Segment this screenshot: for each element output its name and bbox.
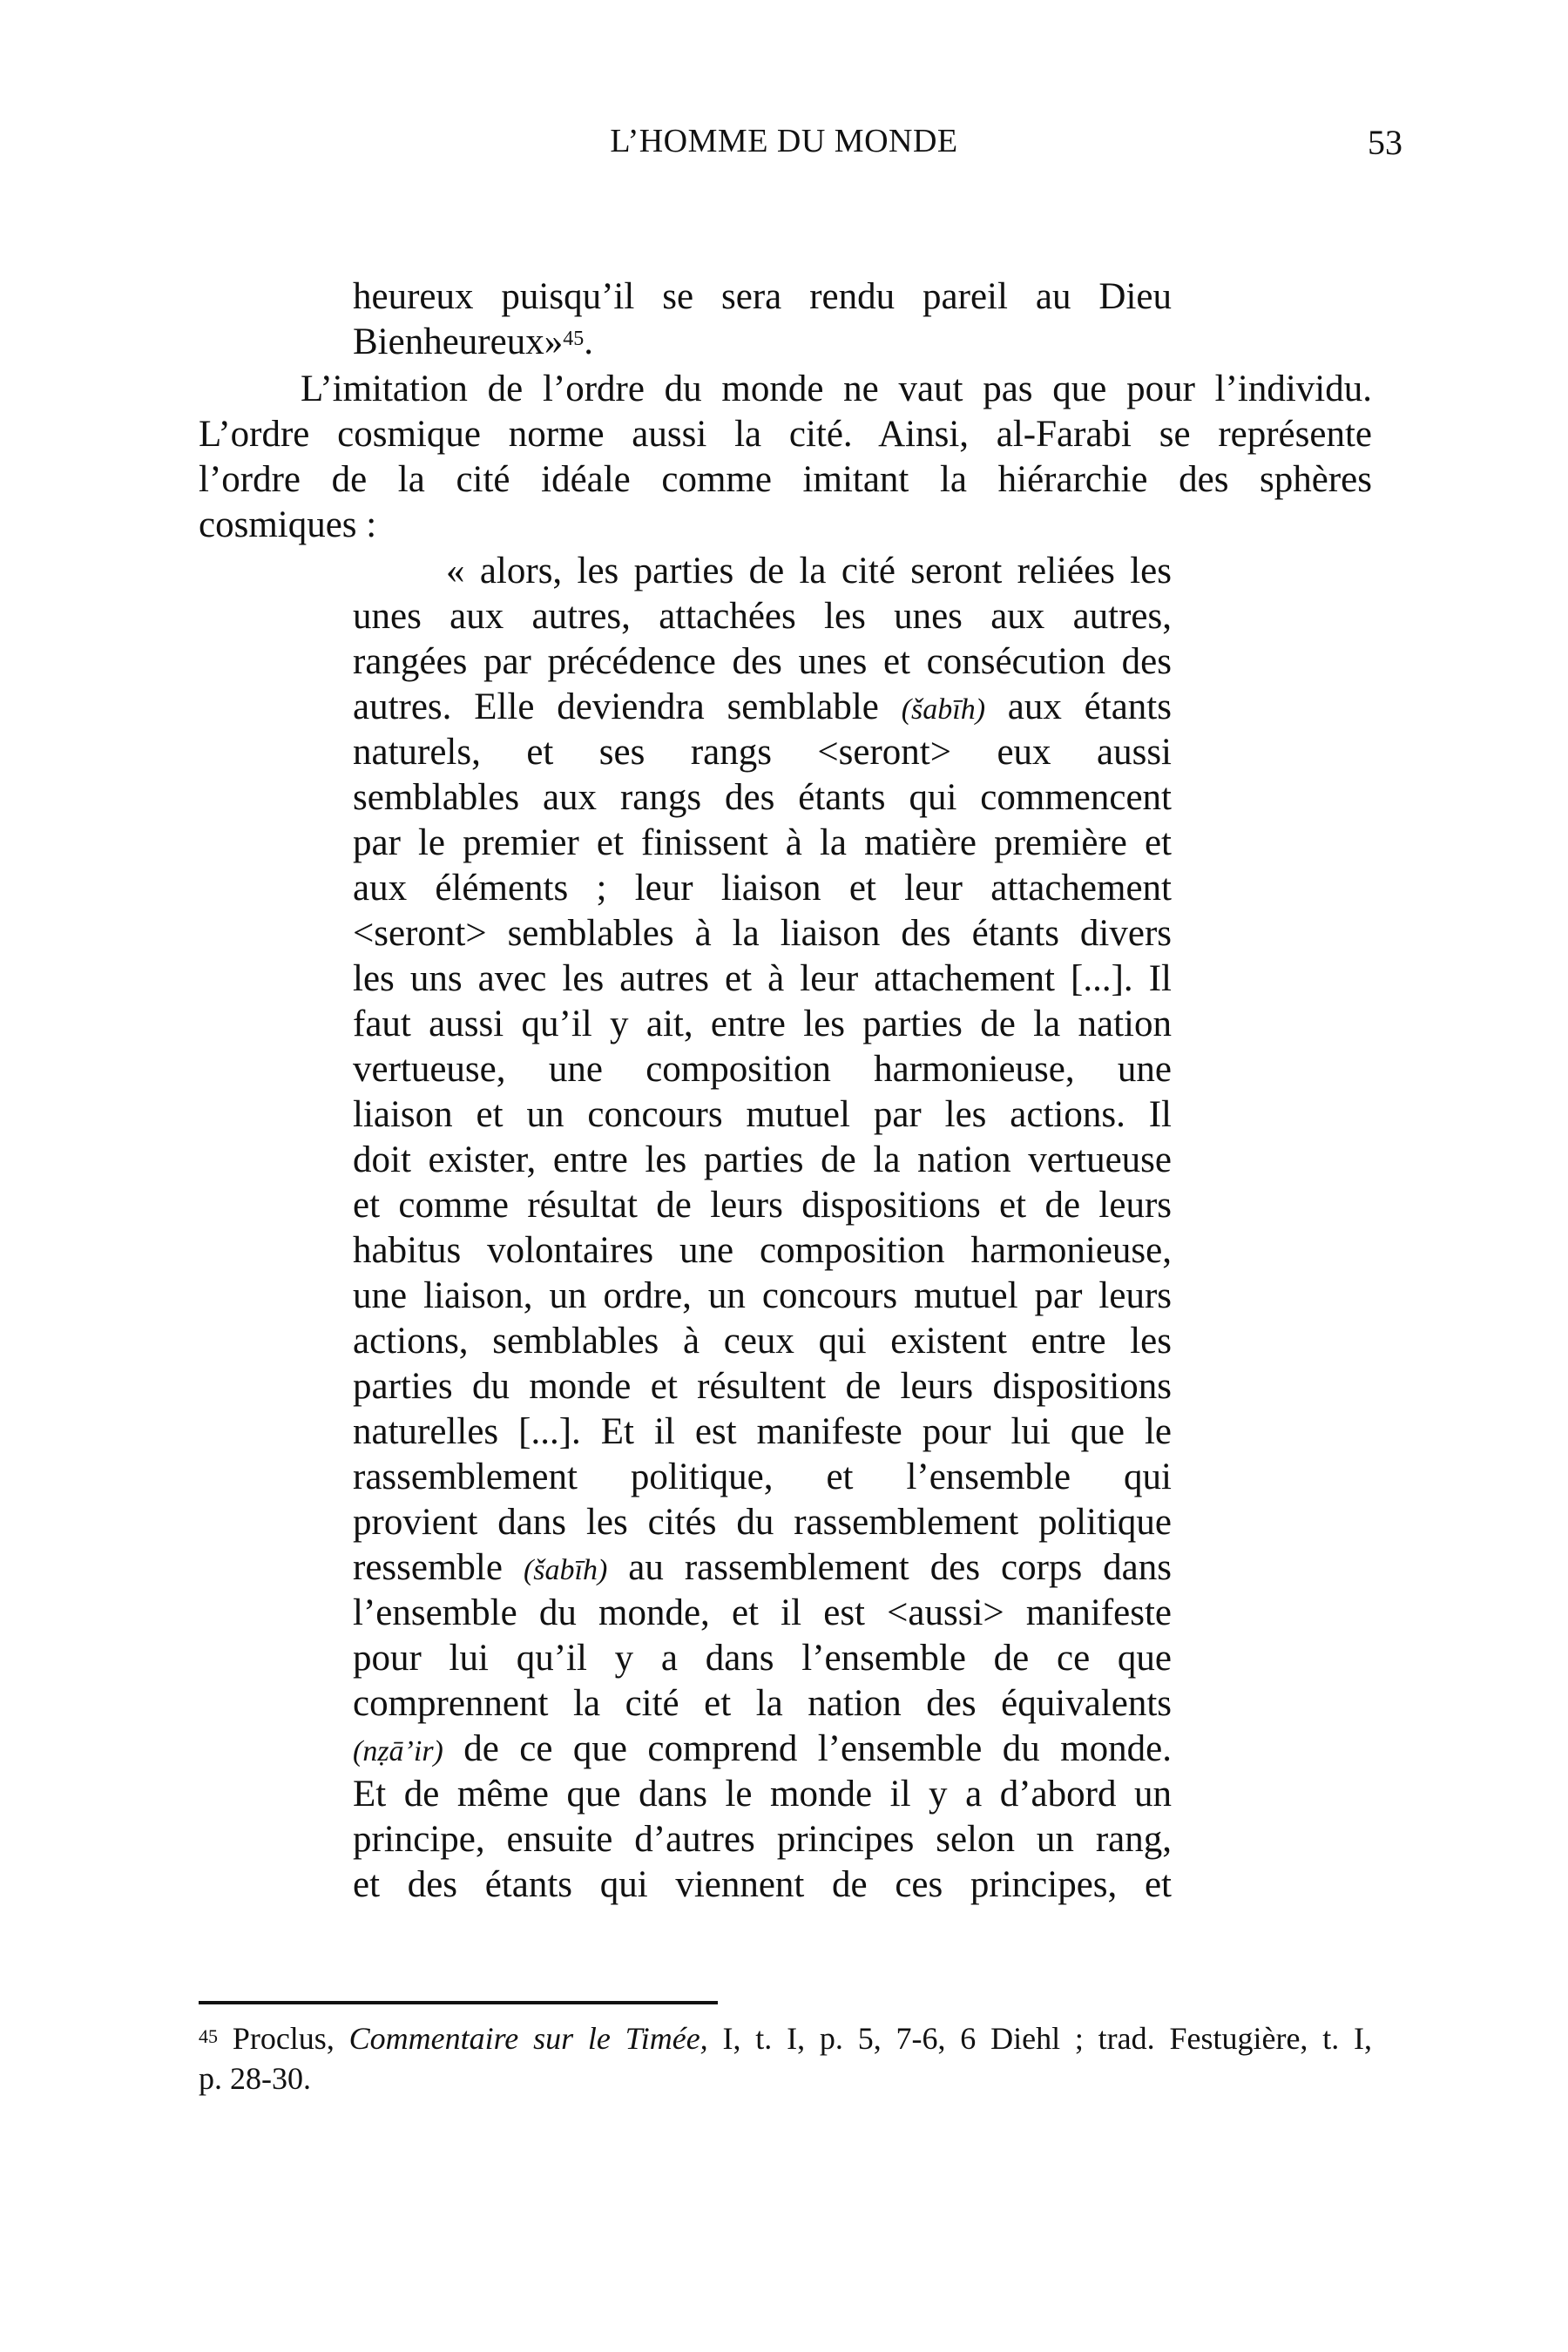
- footnote-number: 45: [199, 2025, 218, 2047]
- quote-line-18: actions, semblables à ceux qui existent entre les: [353, 1321, 1172, 1362]
- quote-line-14: doit exister, entre les parties de la nation vertueuse: [353, 1139, 1172, 1180]
- quote-line-28: Et de même que dans le monde il y a d’abord un: [353, 1774, 1172, 1815]
- footnote-line-1: [199, 2019, 1372, 2058]
- quote-line-10: les uns avec les autres et à leur attachement [...]. Il: [353, 958, 1172, 999]
- quote-continuation-line-2: [353, 320, 1172, 365]
- quote-line-12: vertueuse, une composition harmonieuse, une: [353, 1049, 1172, 1090]
- transliterated-term: (šabīh): [901, 693, 986, 726]
- quote-line-1: « alors, les parties de la cité seront reliées les: [446, 551, 1172, 591]
- quote-continuation-text: Bienheureux»: [353, 321, 564, 362]
- transliterated-term: (šabīh): [523, 1554, 608, 1586]
- quote-line-9: <seront> semblables à la liaison des étants divers: [353, 913, 1172, 954]
- quote-line-19: parties du monde et résultent de leurs dispositions: [353, 1366, 1172, 1407]
- quote-line-23-text-a: ressemble: [353, 1547, 524, 1588]
- footnote-reference: 45: [563, 328, 585, 350]
- quote-line-23: [353, 1545, 1172, 1593]
- quote-line-4: [353, 685, 1172, 733]
- quote-line-4-text-b: aux étants: [985, 686, 1172, 727]
- quote-line-13: liaison et un concours mutuel par les actions. Il: [353, 1094, 1172, 1135]
- transliterated-term: (nẓā’ir): [353, 1735, 443, 1767]
- running-header: L’HOMME DU MONDE: [610, 123, 958, 159]
- quote-line-30: et des étants qui viennent de ces principes, et: [353, 1864, 1172, 1905]
- quote-line-15: et comme résultat de leurs dispositions et de leurs: [353, 1185, 1172, 1226]
- body-line-3: l’ordre de la cité idéale comme imitant la hiérarchie des sphères: [199, 459, 1372, 500]
- quote-line-20: naturelles [...]. Et il est manifeste pour lui que le: [353, 1411, 1172, 1452]
- footnote-work-title: Commentaire sur le Timée,: [348, 2021, 708, 2056]
- quote-line-7: par le premier et finissent à la matière première et: [353, 822, 1172, 863]
- quote-continuation-period: .: [584, 321, 593, 362]
- quote-line-8: aux éléments ; leur liaison et leur attachement: [353, 868, 1172, 909]
- quote-line-25: pour lui qu’il y a dans l’ensemble de ce que: [353, 1638, 1172, 1679]
- footnote-reference-detail: I, t. I, p. 5, 7-6, 6 Diehl ; trad. Festugière, t. I,: [707, 2021, 1373, 2056]
- quote-line-6: semblables aux rangs des étants qui commencent: [353, 777, 1172, 818]
- quote-line-17: une liaison, un ordre, un concours mutuel par leurs: [353, 1275, 1172, 1316]
- quote-line-23-text-b: au rassemblement des corps dans: [607, 1547, 1173, 1588]
- page-number: 53: [1368, 123, 1402, 162]
- body-line-1: L’imitation de l’ordre du monde ne vaut pas que pour l’individu.: [301, 368, 1372, 409]
- quote-line-24: l’ensemble du monde, et il est <aussi> manifeste: [353, 1592, 1172, 1633]
- quote-line-26: comprennent la cité et la nation des équivalents: [353, 1683, 1172, 1724]
- quote-continuation-line-1: heureux puisqu’il se sera rendu pareil au Dieu: [353, 276, 1172, 317]
- quote-line-11: faut aussi qu’il y ait, entre les parties de la nation: [353, 1004, 1172, 1044]
- quote-line-5: naturels, et ses rangs <seront> eux aussi: [353, 732, 1172, 773]
- quote-line-27: [353, 1727, 1172, 1774]
- quote-line-27-text: de ce que comprend l’ensemble du monde.: [443, 1728, 1172, 1769]
- quote-line-3: rangées par précédence des unes et consécution des: [353, 641, 1172, 682]
- quote-line-2: unes aux autres, attachées les unes aux autres,: [353, 596, 1172, 637]
- quote-line-4-text-a: autres. Elle deviendra semblable: [353, 686, 902, 727]
- footnote-author: Proclus,: [232, 2021, 349, 2056]
- quote-line-21: rassemblement politique, et l’ensemble qui: [353, 1456, 1172, 1497]
- body-line-4: cosmiques :: [199, 504, 377, 545]
- footnote-separator: [199, 2001, 718, 2004]
- quote-line-29: principe, ensuite d’autres principes selon un rang,: [353, 1819, 1172, 1860]
- body-line-2: L’ordre cosmique norme aussi la cité. Ainsi, al-Farabi se représente: [199, 414, 1372, 455]
- footnote-line-2: p. 28-30.: [199, 2061, 311, 2096]
- quote-line-22: provient dans les cités du rassemblement politique: [353, 1502, 1172, 1543]
- quote-line-16: habitus volontaires une composition harmonieuse,: [353, 1230, 1172, 1271]
